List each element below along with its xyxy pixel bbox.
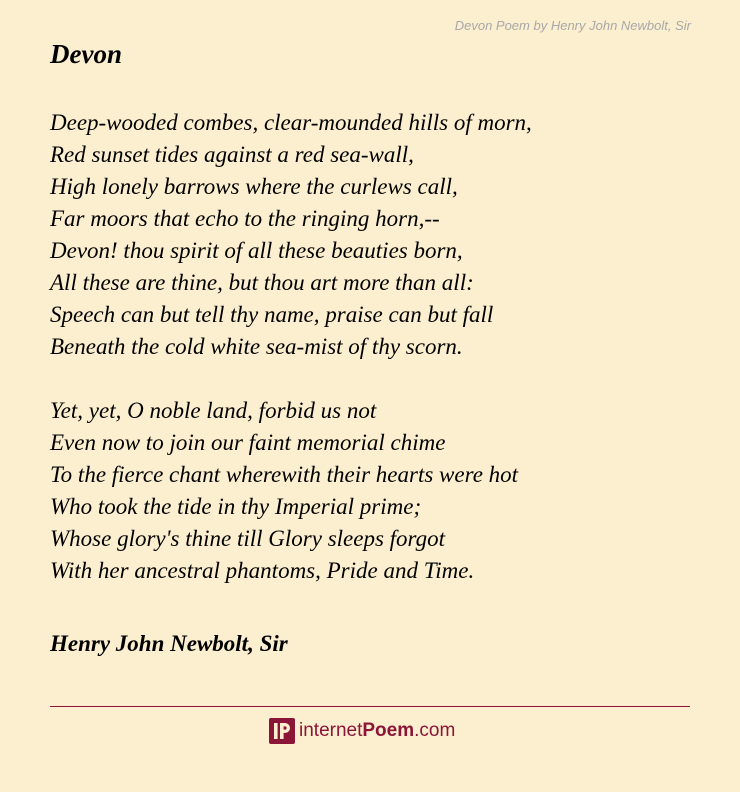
stanza-1 [50, 107, 532, 363]
poem-title: Devon [50, 39, 122, 69]
poem-line: Whose glory's thine till Glory sleeps forgot [50, 526, 446, 551]
poem-line: Who took the tide in thy Imperial prime; [50, 494, 422, 519]
brand-link[interactable] [269, 717, 455, 745]
poem-line: To the fierce chant wherewith their hearts were hot [50, 462, 519, 487]
poem-line: Devon! thou spirit of all these beauties born, [50, 238, 463, 263]
poem-line: Far moors that echo to the ringing horn,-- [50, 206, 440, 231]
poem-line: All these are thine, but thou art more than all: [50, 270, 474, 295]
brand-suffix: .com [414, 720, 456, 741]
poem-line: With her ancestral phantoms, Pride and Time. [50, 558, 475, 583]
poem-line: Deep-wooded combes, clear-mounded hills of morn, [50, 110, 532, 135]
poem-line: Even now to join our faint memorial chime [50, 430, 446, 455]
poem-line: High lonely barrows where the curlews call, [50, 174, 458, 199]
poem-author: Henry John Newbolt, Sir [50, 631, 288, 656]
poem-credit: Devon Poem by Henry John Newbolt, Sir [454, 18, 691, 33]
internetpoem-logo-icon [269, 718, 295, 744]
poem-line: Beneath the cold white sea-mist of thy scorn. [50, 334, 463, 359]
brand-name [299, 720, 455, 742]
poem-line: Speech can but tell thy name, praise can but fall [50, 302, 494, 327]
brand-strong: Poem [362, 720, 415, 741]
footer-divider [50, 706, 690, 707]
stanza-2 [50, 395, 518, 587]
poem-line: Red sunset tides against a red sea-wall, [50, 142, 414, 167]
brand-prefix: internet [299, 720, 363, 741]
poem-line: Yet, yet, O noble land, forbid us not [50, 398, 377, 423]
